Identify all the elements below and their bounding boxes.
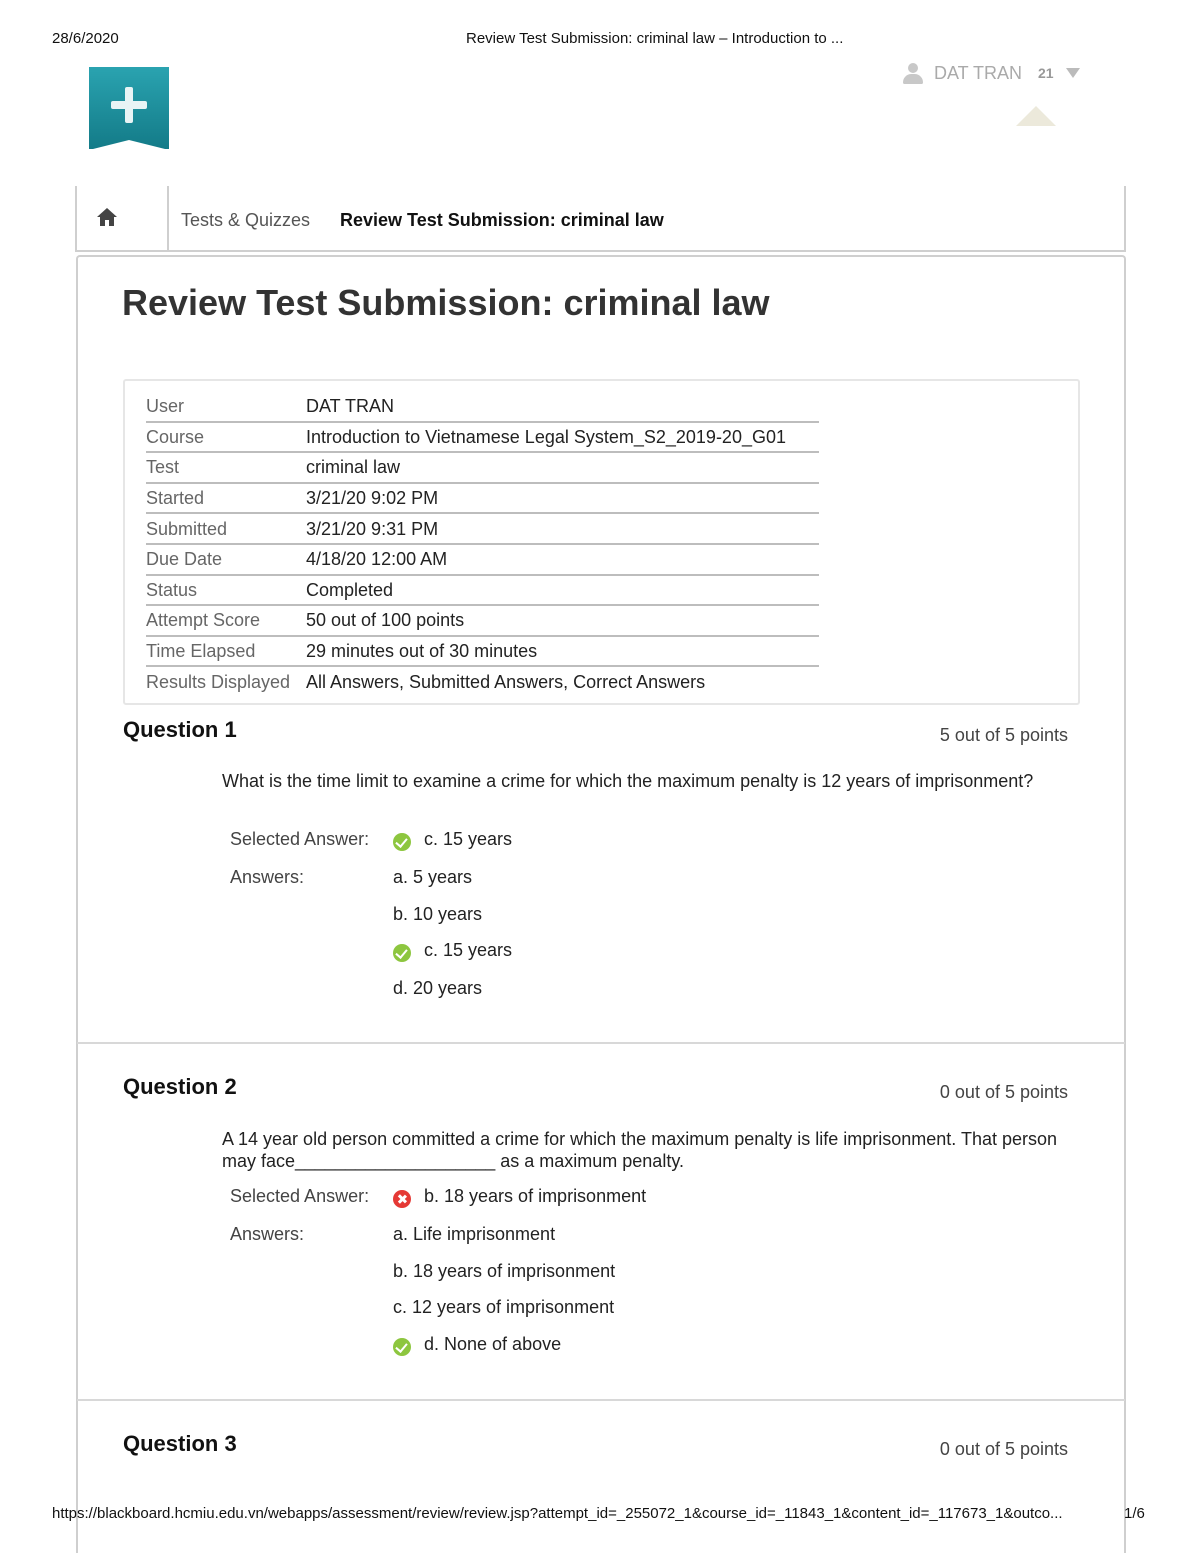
answer-option	[393, 1224, 555, 1245]
home-button[interactable]	[77, 186, 169, 250]
detail-row	[146, 605, 819, 636]
question-divider	[77, 1042, 1125, 1044]
answers-label: Answers:	[230, 1224, 305, 1244]
detail-value: 4/18/20 12:00 AM	[306, 544, 819, 575]
menu-pointer-arrow	[1016, 106, 1056, 126]
detail-value: 3/21/20 9:31 PM	[306, 513, 819, 544]
detail-value: criminal law	[306, 452, 819, 483]
detail-value: Introduction to Vietnamese Legal System_S2_2019-20_G01	[306, 422, 819, 453]
incorrect-x-icon	[393, 1190, 411, 1208]
detail-label: Test	[146, 452, 306, 483]
detail-row	[146, 483, 819, 514]
answer-option	[393, 1334, 561, 1355]
selected-answer-label: Selected Answer:	[230, 1186, 370, 1206]
detail-label: Started	[146, 483, 306, 514]
answer-text: c. 15 years	[424, 940, 513, 960]
detail-row	[146, 392, 819, 422]
home-icon	[96, 206, 118, 228]
question-points: 0 out of 5 points	[939, 1082, 1068, 1102]
selected-answer-label: Selected Answer:	[230, 829, 370, 849]
print-page-number: 1/6	[1124, 1505, 1145, 1522]
correct-check-icon	[393, 944, 411, 962]
detail-value: Completed	[306, 575, 819, 606]
answer-option	[393, 1261, 615, 1282]
answer-text: c. 12 years of imprisonment	[393, 1297, 615, 1317]
detail-row	[146, 666, 819, 696]
page-title: Review Test Submission: criminal law	[122, 282, 770, 323]
breadcrumb-current: Review Test Submission: criminal law	[340, 210, 664, 230]
question-title: Question 1	[123, 717, 237, 742]
detail-label: Attempt Score	[146, 605, 306, 636]
detail-label: User	[146, 392, 306, 422]
selected-answer	[393, 1186, 646, 1207]
detail-label: Submitted	[146, 513, 306, 544]
question-title: Question 2	[123, 1074, 237, 1099]
detail-label: Time Elapsed	[146, 636, 306, 667]
detail-value: 29 minutes out of 30 minutes	[306, 636, 819, 667]
blackboard-logo[interactable]	[89, 67, 169, 149]
question-points: 0 out of 5 points	[939, 1439, 1068, 1459]
detail-row	[146, 575, 819, 606]
detail-label: Due Date	[146, 544, 306, 575]
detail-row	[146, 422, 819, 453]
question-points: 5 out of 5 points	[939, 725, 1068, 745]
submission-details-table	[146, 392, 819, 696]
detail-value: DAT TRAN	[306, 392, 819, 422]
answer-option	[393, 867, 472, 888]
notification-count[interactable]: 21	[1038, 65, 1054, 81]
correct-check-icon	[393, 1338, 411, 1356]
breadcrumb	[75, 186, 1126, 252]
selected-answer-text: b. 18 years of imprisonment	[424, 1186, 647, 1206]
detail-value: 3/21/20 9:02 PM	[306, 483, 819, 514]
chevron-down-icon[interactable]	[1066, 68, 1080, 78]
answer-option	[393, 1297, 614, 1318]
correct-check-icon	[393, 833, 411, 851]
answer-text: b. 18 years of imprisonment	[393, 1261, 616, 1281]
detail-row	[146, 544, 819, 575]
print-title: Review Test Submission: criminal law – Introduction to ...	[466, 30, 844, 47]
detail-row	[146, 513, 819, 544]
plus-icon	[111, 87, 147, 123]
question-title: Question 3	[123, 1431, 237, 1456]
answer-text: d. None of above	[424, 1334, 562, 1354]
question-text: What is the time limit to examine a crime for which the maximum penalty is 12 years of imprisonment?	[222, 771, 1034, 791]
user-name[interactable]: DAT TRAN	[934, 62, 1023, 83]
detail-label: Course	[146, 422, 306, 453]
answer-text: a. 5 years	[393, 867, 473, 887]
user-menu[interactable]	[902, 62, 1080, 84]
answers-label: Answers:	[230, 867, 305, 887]
answer-option	[393, 904, 482, 925]
answer-option	[393, 978, 482, 999]
detail-label: Status	[146, 575, 306, 606]
breadcrumb-tests-quizzes[interactable]: Tests & Quizzes	[181, 210, 311, 230]
answer-text: d. 20 years	[393, 978, 483, 998]
selected-answer-text: c. 15 years	[424, 829, 513, 849]
detail-value: 50 out of 100 points	[306, 605, 819, 636]
detail-label: Results Displayed	[146, 671, 291, 692]
detail-row	[146, 452, 819, 483]
selected-answer	[393, 829, 512, 850]
question-text: A 14 year old person committed a crime for which the maximum penalty is life imprisonment. That person may face____________________ as a maximum penalty.	[222, 1129, 1058, 1171]
question-divider	[77, 1399, 1125, 1401]
detail-value: All Answers, Submitted Answers, Correct Answers	[306, 671, 706, 692]
answer-text: a. Life imprisonment	[393, 1224, 556, 1244]
print-url: https://blackboard.hcmiu.edu.vn/webapps/assessment/review/review.jsp?attempt_id=_255072_1&course_id=_11843_1&content_id=_117673_1&outco...	[52, 1505, 1063, 1522]
print-date: 28/6/2020	[52, 30, 119, 47]
answer-text: b. 10 years	[393, 904, 483, 924]
user-icon	[902, 62, 924, 84]
answer-option	[393, 940, 512, 961]
detail-row	[146, 636, 819, 667]
